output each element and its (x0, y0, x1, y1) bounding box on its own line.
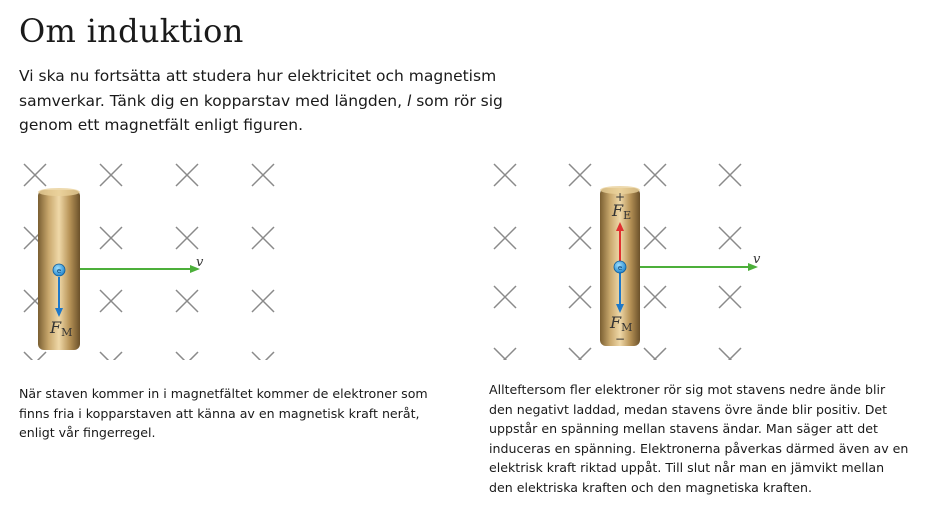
field-cross-icon (569, 227, 591, 249)
field-cross-icon (252, 164, 274, 186)
figure-rod-entering-field (0, 150, 320, 360)
field-cross-icon (24, 164, 46, 186)
magnetic-force-label: FM (50, 318, 73, 339)
field-cross-icon (494, 227, 516, 249)
electron-label: e (56, 267, 62, 275)
velocity-label: v (196, 255, 204, 270)
intro-text-start: Vi ska nu fortsätta att studera hur elektricitet och magnetism samverkar. Tänk dig en kopparstav med längden, (19, 67, 497, 110)
minus-sign: − (614, 332, 626, 346)
field-cross-icon (176, 227, 198, 249)
velocity-label: v (753, 252, 761, 267)
intro-paragraph (19, 64, 549, 138)
field-cross-icon (569, 164, 591, 186)
figure-rod-equilibrium (470, 150, 800, 360)
intro-text-end: som rör sig genom ett magnetfält enligt figuren. (19, 91, 503, 134)
plus-sign: + (614, 190, 626, 204)
field-cross-icon (176, 164, 198, 186)
field-cross-icon (100, 164, 122, 186)
field-cross-icon (176, 290, 198, 312)
field-cross-icon (494, 286, 516, 308)
field-cross-icon (719, 227, 741, 249)
field-cross-icon (644, 286, 666, 308)
field-cross-icon (644, 227, 666, 249)
caption-right: Allteftersom fler elektroner rör sig mot stavens nedre ände blir den negativt laddad, medan stavens övre ände blir positiv. Det uppstår en spänning mellan stavens ändar. Man säger att det induceras en spänning. Elektronerna påverkas därmed även av en elektrisk kraft riktad uppåt. Till slut når man en jämvikt mellan den elektriska kraften och den magnetiska kraften. (489, 382, 909, 495)
electric-force-label: FE (612, 201, 632, 222)
caption-left: När staven kommer in i magnetfältet kommer de elektroner som finns fria i kopparstaven att känna av en magnetisk kraft neråt, enligt vår fingerregel. (19, 386, 428, 440)
field-cross-icon (719, 348, 741, 360)
field-cross-icon (176, 352, 198, 360)
field-cross-icon (24, 352, 46, 360)
field-cross-icon (644, 348, 666, 360)
field-cross-icon (252, 352, 274, 360)
field-cross-icon (100, 352, 122, 360)
field-cross-icon (252, 290, 274, 312)
field-cross-icon (252, 227, 274, 249)
field-cross-icon (100, 290, 122, 312)
field-cross-icon (494, 164, 516, 186)
electron-label: e (617, 264, 623, 272)
page-title: Om induktion (19, 12, 244, 50)
field-cross-icon (494, 348, 516, 360)
field-cross-icon (569, 348, 591, 360)
field-cross-icon (569, 286, 591, 308)
length-symbol: l (406, 91, 412, 110)
field-cross-icon (644, 164, 666, 186)
field-cross-icon (719, 164, 741, 186)
magnetic-force-label: FM (610, 313, 633, 334)
field-cross-icon (719, 286, 741, 308)
field-cross-icon (100, 227, 122, 249)
